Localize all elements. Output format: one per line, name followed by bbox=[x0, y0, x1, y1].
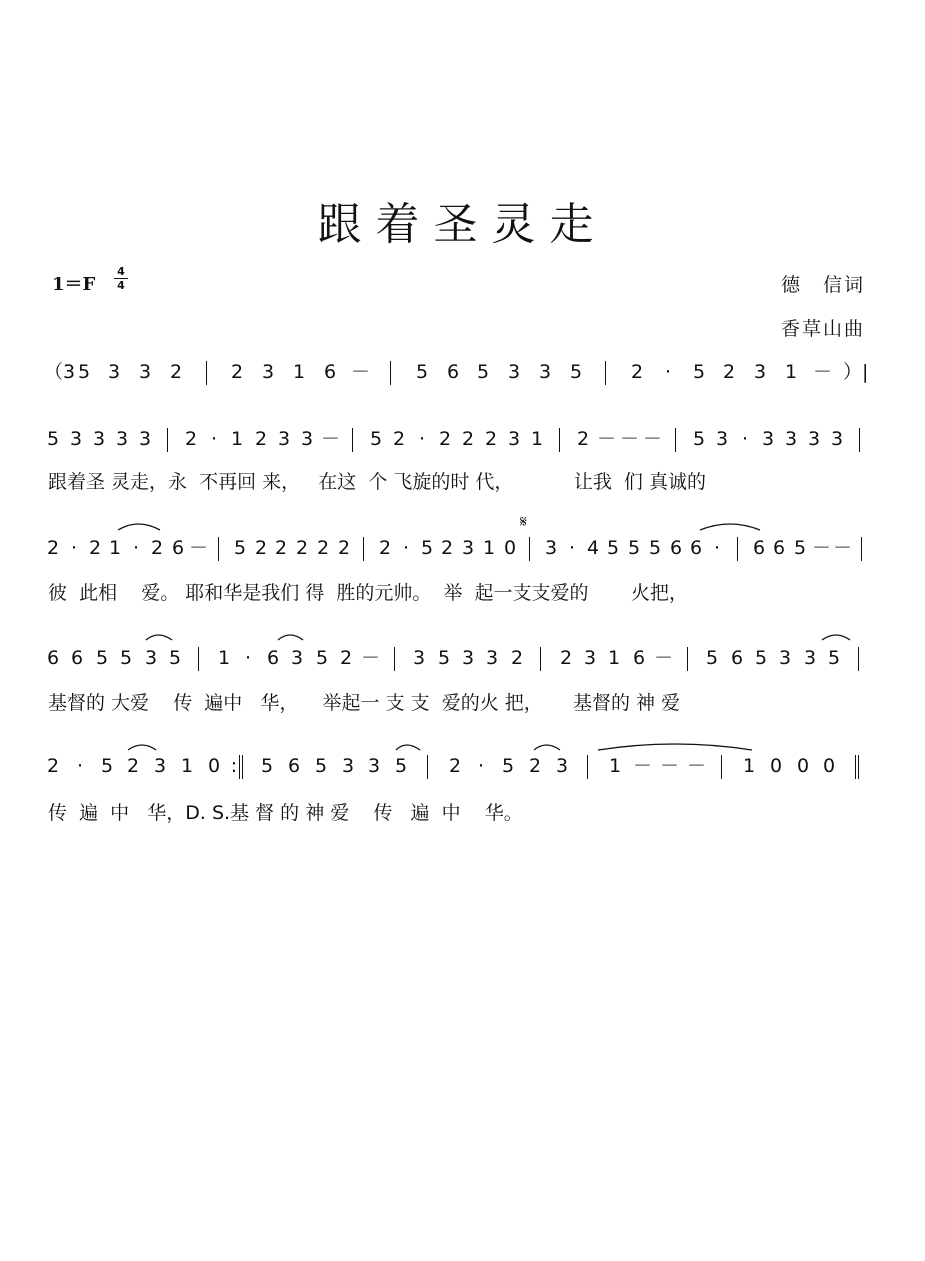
segno-sign: 𝄋 bbox=[520, 512, 527, 531]
notation-mark: · bbox=[76, 755, 84, 777]
note: 3 bbox=[778, 647, 792, 669]
note: 2 bbox=[576, 428, 590, 450]
score-line-2 bbox=[44, 425, 884, 461]
note: 3 bbox=[485, 647, 499, 669]
note: 2 bbox=[150, 537, 164, 559]
note: 2 bbox=[126, 755, 140, 777]
bar-line bbox=[529, 537, 530, 561]
note: 3 bbox=[92, 428, 106, 450]
note: 3 bbox=[138, 428, 152, 450]
time-signature-bottom: 4 bbox=[117, 279, 125, 292]
note: 5 bbox=[569, 361, 583, 383]
note: 5 bbox=[119, 647, 133, 669]
notation-mark: － bbox=[643, 428, 663, 450]
note: 2 bbox=[438, 428, 452, 450]
note: 2 bbox=[254, 537, 268, 559]
note: 3 bbox=[544, 537, 558, 559]
bar-line bbox=[675, 428, 676, 452]
note: 3 bbox=[784, 428, 798, 450]
note: 5 bbox=[100, 755, 114, 777]
note: 1 bbox=[230, 428, 244, 450]
notation-mark: － bbox=[321, 428, 341, 450]
tie-arc bbox=[822, 635, 850, 640]
note: 3 bbox=[461, 537, 475, 559]
song-title: 跟着圣灵走 bbox=[317, 199, 608, 250]
bar-line bbox=[540, 647, 541, 671]
note: 5 bbox=[315, 647, 329, 669]
note: 5 bbox=[168, 647, 182, 669]
bar-line bbox=[559, 428, 560, 452]
notation-mark: － bbox=[687, 755, 707, 777]
bar-line bbox=[855, 755, 859, 779]
note: 0 bbox=[207, 755, 221, 777]
note: 5 bbox=[314, 755, 328, 777]
note: 5 bbox=[233, 537, 247, 559]
notation-mark: － bbox=[361, 647, 381, 669]
bar-line bbox=[859, 428, 860, 452]
note: 0 bbox=[796, 755, 810, 777]
notation-mark: － bbox=[833, 537, 853, 559]
note: 3 bbox=[412, 647, 426, 669]
notation-mark: · bbox=[210, 428, 218, 450]
note: 2 bbox=[559, 647, 573, 669]
note: 3 bbox=[153, 755, 167, 777]
note: 0 bbox=[769, 755, 783, 777]
tie-arc bbox=[598, 744, 752, 750]
score-line-3 bbox=[44, 534, 884, 570]
bar-line bbox=[605, 361, 606, 385]
note: 3 bbox=[144, 647, 158, 669]
note: 2 bbox=[528, 755, 542, 777]
note: （3 bbox=[44, 361, 76, 383]
note: 6 bbox=[266, 647, 280, 669]
notation-mark: － bbox=[813, 361, 833, 383]
note: 2 bbox=[461, 428, 475, 450]
note: 2 bbox=[510, 647, 524, 669]
composer-credit: 香草山曲 bbox=[780, 318, 865, 340]
note: 2 bbox=[295, 537, 309, 559]
note: 2 bbox=[722, 361, 736, 383]
lyric-line-2: 彼 此相 爱。 耶和华是我们 得 胜的元帅。 举 起一支支爱的 火把， bbox=[48, 582, 688, 604]
bar-line bbox=[687, 647, 688, 671]
note: 5 bbox=[606, 537, 620, 559]
note: 5 bbox=[95, 647, 109, 669]
note: 0 bbox=[822, 755, 836, 777]
note: 5 bbox=[827, 647, 841, 669]
note: 1 bbox=[217, 647, 231, 669]
note: 3 bbox=[277, 428, 291, 450]
notation-mark: － bbox=[812, 537, 832, 559]
tie-arc bbox=[700, 524, 760, 530]
note: 3 bbox=[300, 428, 314, 450]
notation-mark: · bbox=[477, 755, 485, 777]
notation-mark: · bbox=[568, 537, 576, 559]
note: 5 bbox=[754, 647, 768, 669]
note: 5 bbox=[793, 537, 807, 559]
bar-line bbox=[363, 537, 364, 561]
note: 6 bbox=[632, 647, 646, 669]
tie-arc bbox=[396, 745, 420, 750]
bar-line bbox=[721, 755, 722, 779]
tie-arc bbox=[146, 635, 172, 640]
bar-line bbox=[427, 755, 428, 779]
tie-arc bbox=[534, 745, 560, 750]
note: 3 bbox=[107, 361, 121, 383]
notation-mark: · bbox=[244, 647, 252, 669]
note: 5 bbox=[692, 428, 706, 450]
note: 1 bbox=[482, 537, 496, 559]
note: 2 bbox=[184, 428, 198, 450]
bar-line bbox=[167, 428, 168, 452]
note: 2 bbox=[337, 537, 351, 559]
note: 1 bbox=[292, 361, 306, 383]
bar-line bbox=[352, 428, 353, 452]
note: 6 bbox=[689, 537, 703, 559]
bar-line bbox=[206, 361, 207, 385]
note: 3 bbox=[261, 361, 275, 383]
note: 5 bbox=[648, 537, 662, 559]
note: 1 bbox=[742, 755, 756, 777]
note: 3 bbox=[555, 755, 569, 777]
note: 2 bbox=[46, 755, 60, 777]
note: 5 bbox=[437, 647, 451, 669]
note: 2 bbox=[169, 361, 183, 383]
note: 3 bbox=[138, 361, 152, 383]
note: 6 bbox=[669, 537, 683, 559]
note: 6 bbox=[752, 537, 766, 559]
score-line-5 bbox=[44, 752, 884, 788]
note: 5 bbox=[260, 755, 274, 777]
notation-mark: · bbox=[132, 537, 140, 559]
note: 2 bbox=[392, 428, 406, 450]
note: 2 bbox=[484, 428, 498, 450]
note: 0 bbox=[503, 537, 517, 559]
lyric-line-3: 基督的 大爱 传 遍中 华， 举起一 支 支 爱的火 把， 基督的 神 爱 bbox=[48, 692, 681, 714]
note: 2 bbox=[378, 537, 392, 559]
note: 2 bbox=[230, 361, 244, 383]
note: 2 bbox=[88, 537, 102, 559]
note: 3 bbox=[715, 428, 729, 450]
note: 3 bbox=[753, 361, 767, 383]
notation-mark: · bbox=[741, 428, 749, 450]
note: 2 bbox=[254, 428, 268, 450]
bar-line bbox=[587, 755, 588, 779]
note: 5 bbox=[394, 755, 408, 777]
bar-line bbox=[858, 647, 859, 671]
note: 1 bbox=[608, 755, 622, 777]
notation-mark: － bbox=[620, 428, 640, 450]
lyricist-credit: 德 信词 bbox=[780, 274, 865, 296]
note: 3 bbox=[341, 755, 355, 777]
note: 5 bbox=[46, 428, 60, 450]
note: 2 bbox=[274, 537, 288, 559]
note: 5 bbox=[705, 647, 719, 669]
note: 5 bbox=[369, 428, 383, 450]
note: 3 bbox=[69, 428, 83, 450]
note: 3 bbox=[803, 647, 817, 669]
notation-mark: · bbox=[664, 361, 672, 383]
lyric-line-1: 跟着圣 灵走，永 不再回 来， 在这 个 飞旋的时 代， 让我 们 真诚的 bbox=[48, 471, 706, 493]
notation-mark: － bbox=[633, 755, 653, 777]
note: 2 bbox=[316, 537, 330, 559]
note: 1 bbox=[180, 755, 194, 777]
note: 3 bbox=[538, 361, 552, 383]
notation-mark: · bbox=[713, 537, 721, 559]
note: 2 bbox=[630, 361, 644, 383]
note: 6 bbox=[730, 647, 744, 669]
note: 6 bbox=[70, 647, 84, 669]
tie-arc bbox=[278, 635, 303, 640]
note: 3 bbox=[507, 361, 521, 383]
note: 1 bbox=[607, 647, 621, 669]
notation-mark: － bbox=[189, 537, 209, 559]
note: 3 bbox=[507, 428, 521, 450]
bar-line bbox=[737, 537, 738, 561]
notation-mark: · bbox=[402, 537, 410, 559]
note: 3 bbox=[367, 755, 381, 777]
note: 5 bbox=[627, 537, 641, 559]
note: 1 bbox=[784, 361, 798, 383]
score-line-4 bbox=[44, 644, 884, 680]
notation-mark: － bbox=[351, 361, 371, 383]
notation-mark: － bbox=[654, 647, 674, 669]
tie-arc bbox=[118, 524, 160, 530]
repeat-colon: : bbox=[230, 755, 238, 777]
note: 2 bbox=[46, 537, 60, 559]
bar-line bbox=[861, 537, 862, 561]
notation-mark: － bbox=[660, 755, 680, 777]
notation-mark: ）| bbox=[843, 361, 869, 383]
bar-line bbox=[394, 647, 395, 671]
note: 3 bbox=[115, 428, 129, 450]
note: 5 bbox=[420, 537, 434, 559]
note: 5 bbox=[415, 361, 429, 383]
bar-line bbox=[198, 647, 199, 671]
notation-mark: － bbox=[597, 428, 617, 450]
note: 3 bbox=[761, 428, 775, 450]
time-signature bbox=[114, 266, 128, 291]
note: 4 bbox=[586, 537, 600, 559]
note: 1 bbox=[108, 537, 122, 559]
lyric-line-4: 传 遍 中 华，D. S.基 督 的 神 爱 传 遍 中 华。 bbox=[48, 802, 523, 824]
note: 3 bbox=[461, 647, 475, 669]
note: 6 bbox=[323, 361, 337, 383]
bar-line bbox=[218, 537, 219, 561]
notation-mark: · bbox=[418, 428, 426, 450]
note: 3 bbox=[830, 428, 844, 450]
note: 6 bbox=[772, 537, 786, 559]
note: 3 bbox=[583, 647, 597, 669]
note: 5 bbox=[692, 361, 706, 383]
note: 2 bbox=[440, 537, 454, 559]
note: 6 bbox=[446, 361, 460, 383]
note: 5 bbox=[476, 361, 490, 383]
note: 6 bbox=[171, 537, 185, 559]
note: 2 bbox=[339, 647, 353, 669]
notation-mark: · bbox=[70, 537, 78, 559]
note: 5 bbox=[77, 361, 91, 383]
time-signature-top: 4 bbox=[117, 265, 125, 278]
note: 1 bbox=[530, 428, 544, 450]
note: 6 bbox=[46, 647, 60, 669]
note: 6 bbox=[287, 755, 301, 777]
note: 5 bbox=[501, 755, 515, 777]
note: 3 bbox=[807, 428, 821, 450]
score-line-1 bbox=[44, 358, 884, 394]
tie-arc bbox=[128, 745, 156, 750]
note: 2 bbox=[448, 755, 462, 777]
note: 3 bbox=[290, 647, 304, 669]
bar-line bbox=[390, 361, 391, 385]
key-signature: 1＝F bbox=[52, 274, 96, 295]
